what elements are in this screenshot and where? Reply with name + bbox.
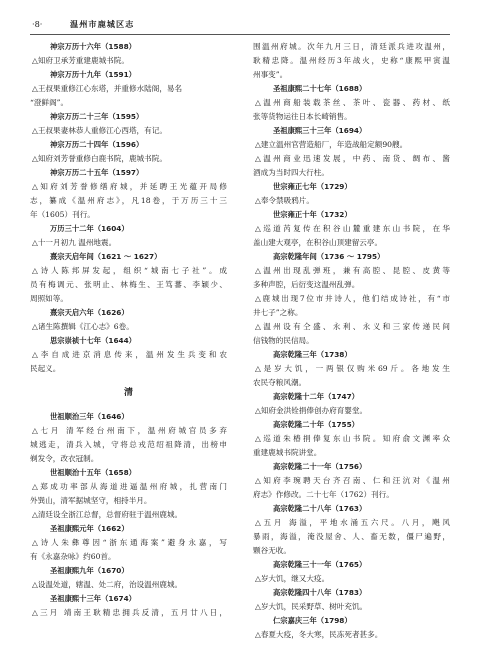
year-heading: 思宗崇祯十七年（1644） xyxy=(50,336,136,345)
entry-line: 城逃走，清兵入城，守将总戎范绍祖降清，出榜申 xyxy=(30,440,227,449)
entry-line: △建立温州官营造船厂，年造战船定额90艘。 xyxy=(255,140,408,149)
entry-line: △巡道芮复传在积谷山麓重建东山书院，在华 xyxy=(255,224,450,233)
year-heading: 高宗乾隆十二年（1747） xyxy=(273,392,359,401)
year-heading: 神宗万历十九年（1591） xyxy=(50,70,136,79)
year-heading: 高宗乾隆四十八年（1783） xyxy=(273,588,367,597)
entry-line: △是岁大饥，一两银仅购米69斤。各地发生 xyxy=(255,364,450,373)
page-number: ·8· xyxy=(32,19,43,29)
entry-line: 盖山建大观亭，在积谷山顶建留云亭。 xyxy=(253,238,383,247)
year-heading: 高宗乾隆二十八年（1763） xyxy=(273,504,367,513)
year-heading: 世祖顺治三年（1646） xyxy=(50,412,129,421)
entry-line: △岁大饥，继又大疫。 xyxy=(255,574,330,583)
entry-line: 酒成为当时四大行柱。 xyxy=(253,168,329,177)
book-title: 温州市鹿城区志 xyxy=(70,19,135,29)
entry-line: △知府李琬聘天台齐召南、仁和汪沆对《温州 xyxy=(255,476,450,485)
entry-line: 民起义。 xyxy=(30,364,61,373)
entry-line: △十一月初九 温州地震。 xyxy=(32,238,117,247)
entry-line: △王叔果重修江心东塔，并重修水陆阁，易名 xyxy=(32,84,183,93)
entry-line: 年（1605）刊行。 xyxy=(30,210,95,219)
entry-line: △温州出现乱弹班，兼有高腔、昆腔、皮黄等 xyxy=(255,266,450,275)
entry-line: 农民夺粮风潮。 xyxy=(253,378,307,387)
year-heading: 圣祖康熙九年（1670） xyxy=(50,566,129,575)
year-heading: 高宗乾隆年间（1736 ～ 1795） xyxy=(273,252,385,261)
year-heading: 高宗乾隆三年（1738） xyxy=(273,350,352,359)
entry-line: △王叔果妻林恭人重修江心西塔，有记。 xyxy=(32,126,167,135)
entry-line: 州事变”。 xyxy=(253,70,288,79)
entry-line: △李自成进京消息传来，温州发生兵变和农 xyxy=(32,350,227,359)
entry-line: △岁大饥，民采野草、树叶充饥。 xyxy=(255,602,368,611)
entry-line: △七月 清军经台州南下，温州府城官员多弃 xyxy=(32,426,227,435)
header-rule xyxy=(30,34,450,35)
entry-line: △郑成功率部从海道进逼温州府城，扎营南门 xyxy=(32,482,227,491)
year-heading: 圣祖康熙三十三年（1694） xyxy=(273,126,367,135)
entry-line: 颗谷无收。 xyxy=(253,546,291,555)
entry-line: △知府刘芳誉重修白鹿书院，鹿城书院。 xyxy=(32,154,167,163)
right-column xyxy=(253,40,450,642)
entry-line: 张等货物运往日本长崎销售。 xyxy=(253,112,352,121)
year-heading: 万历三十二年（1604） xyxy=(50,224,129,233)
year-heading: 世宗雍正十年（1732） xyxy=(273,210,352,219)
entry-line: △知府卫承芳重建鹿城书院。 xyxy=(32,56,129,65)
entry-line: 外巽山，清军据城坚守，相持半月。 xyxy=(30,496,152,505)
year-heading: 神宗万历十六年（1588） xyxy=(50,42,136,51)
entry-line: 府志》作修改。二十七年（1762）刊行。 xyxy=(253,490,394,499)
page-header xyxy=(30,16,450,34)
entry-line: 有《永嘉杂咏》约60首。 xyxy=(30,552,116,561)
entry-line: △设温处道，辖温、处二府，治设温州鹿城。 xyxy=(32,580,183,589)
year-heading: 神宗万历二十四年（1596） xyxy=(50,140,144,149)
year-heading: 神宗万历二十三年（1595） xyxy=(50,112,144,121)
year-heading: 高宗乾隆三十一年（1765） xyxy=(273,560,367,569)
year-heading: 高宗乾隆二十年（1755） xyxy=(273,420,359,429)
year-heading: 世祖顺治十五年（1658） xyxy=(50,468,136,477)
entry-line: △春夏大疫，冬大寒，民冻死者甚多。 xyxy=(255,630,383,639)
entry-line: 周照如等。 xyxy=(30,294,68,303)
entry-line: △温州商业迅速发展，中药、南货、绸布、酱 xyxy=(255,154,450,163)
entry-line: 员有梅调元、张明止、林梅生、王笃蕃、李颖少、 xyxy=(30,280,227,289)
year-heading: 仁宗嘉庆三年（1798） xyxy=(273,616,352,625)
entry-line: 耿精忠降。温州经历3年战火，史称“康熙甲寅温 xyxy=(253,56,450,65)
entry-line: △诗人朱彝尊因“浙东通海案”避身永嘉，写 xyxy=(32,538,227,547)
entry-line: △巡道朱椿捐俸复东山书院。知府俞文渊率众 xyxy=(255,434,450,443)
entry-line: 剃发令，改衣冠制。 xyxy=(30,454,99,463)
entry-line: △温州商船装载茶丝、茶叶、瓷器、药材、纸 xyxy=(255,98,450,107)
entry-line: △知府刘芳誉修缮府城，并延聘王光蕴开局修 xyxy=(32,182,227,191)
entry-line: △知府金洪铨捐俸创办府育婴堂。 xyxy=(255,406,368,415)
year-heading: 圣祖康熙十三年（1674） xyxy=(50,594,136,603)
entry-line: △温州设有仝盛、永利、永义和三家传递民间 xyxy=(255,322,450,331)
entry-line: △诸生陈撰辑《江心志》6卷。 xyxy=(32,322,134,331)
year-heading: 神宗万历二十五年（1597） xyxy=(50,168,144,177)
entry-line: 信钱物的民信局。 xyxy=(253,336,314,345)
year-heading: 熹宗天启六年（1626） xyxy=(50,308,129,317)
entry-line: 多种声腔，后衍变这温州乱弹。 xyxy=(253,280,360,289)
entry-line: △诗人陈邦屏发起，组织“城南七子社”。成 xyxy=(32,266,227,275)
entry-line: 围温州府城。次年九月三日，清廷派兵进攻温州， xyxy=(253,42,450,51)
entry-line: 重建鹿城书院讲堂。 xyxy=(253,448,322,457)
entry-line: 志，纂成《温州府志》，凡18卷，于万历三十三 xyxy=(30,196,227,205)
entry-line: 暴雨，海溢，淹没屋舍、人、畜无数，僵尸遍野， xyxy=(253,532,450,541)
section-heading: 清 xyxy=(123,388,133,398)
year-heading: 圣祖康熙元年（1662） xyxy=(50,524,129,533)
year-heading: 圣祖康熙二十七年（1688） xyxy=(273,84,367,93)
entry-line: △鹿城出现7位市井诗人，他们结成诗社，有“市 xyxy=(255,294,450,303)
entry-line: △五月 海溢，平地水涌五六尺。八月，飓风 xyxy=(255,518,450,527)
entry-line: “澄鲜阁”。 xyxy=(30,98,69,107)
entry-line: △清廷设全浙江总督，总督府驻于温州鹿城。 xyxy=(32,510,183,519)
left-column xyxy=(30,40,227,620)
year-heading: 熹宗天启年间（1621 ～ 1627） xyxy=(50,252,162,261)
year-heading: 高宗乾隆二十一年（1756） xyxy=(273,462,367,471)
year-heading: 世宗雍正七年（1729） xyxy=(273,182,352,191)
entry-line: △三月 靖南王耿精忠拥兵反清，五月廿八日， xyxy=(32,608,227,617)
entry-line: 井七子”之称。 xyxy=(253,308,303,317)
entry-line: △奉令禁吸鸦片。 xyxy=(255,196,314,205)
